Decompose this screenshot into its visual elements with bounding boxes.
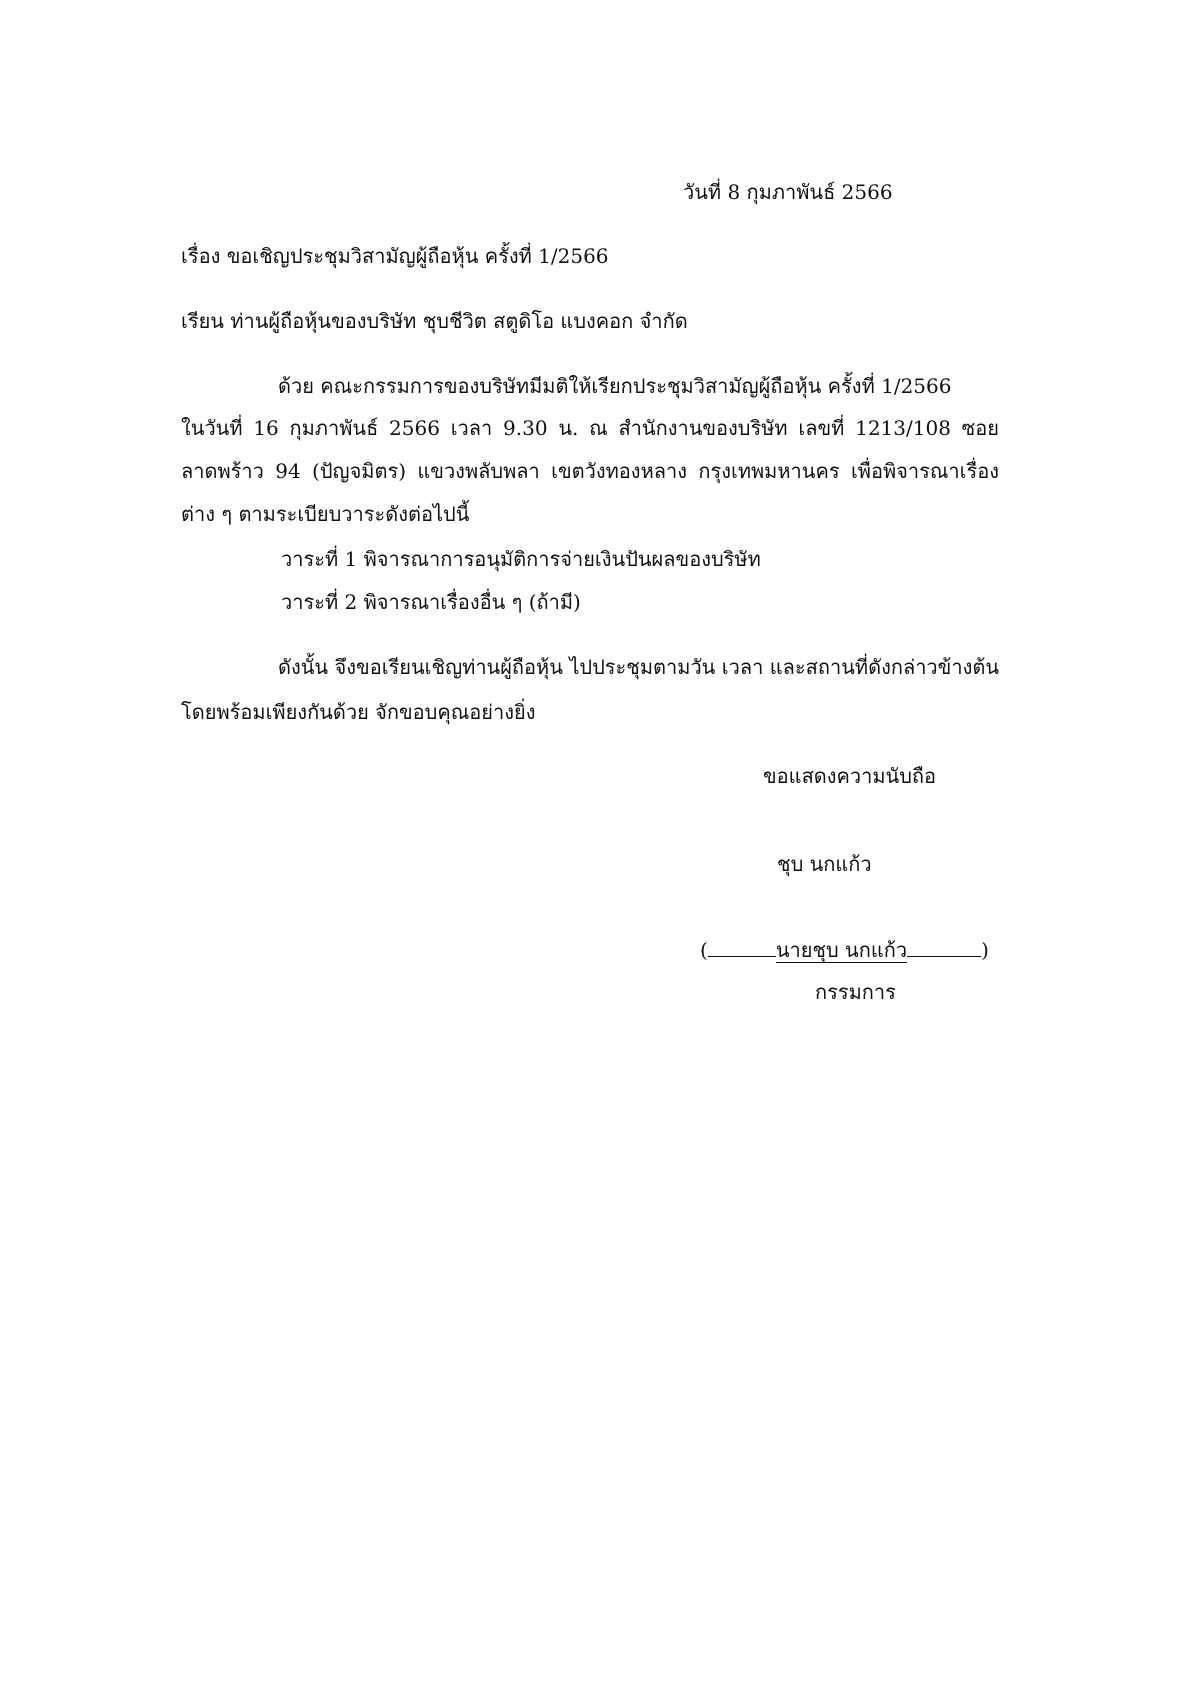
agenda-item: วาระที่ 2 พิจารณาเรื่องอื่น ๆ (ถ้ามี): [281, 590, 581, 614]
letter-recipient: เรียน ท่านผู้ถือหุ้นของบริษัท ชุบชีวิต สตูดิโอ แบงคอก จำกัด: [181, 309, 688, 333]
paren-open: (: [700, 938, 708, 962]
agenda-item: วาระที่ 1 พิจารณาการอนุมัติการจ่ายเงินปันผลของบริษัท: [281, 547, 761, 571]
letter-subject: เรื่อง ขอเชิญประชุมวิสามัญผู้ถือหุ้น ครั้งที่ 1/2566: [181, 244, 609, 268]
closing-line: โดยพร้อมเพียงกันด้วย จักขอบคุณอย่างยิ่ง: [181, 700, 536, 724]
body-line: ต่าง ๆ ตามระเบียบวาระดังต่อไปนี้: [181, 502, 470, 526]
signature: ชุบ นกแก้ว: [777, 852, 872, 876]
letter-date: วันที่ 8 กุมภาพันธ์ 2566: [683, 180, 893, 204]
paren-close: ): [981, 938, 989, 962]
closing-line: ดังนั้น จึงขอเรียนเชิญท่านผู้ถือหุ้น ไปประชุมตามวัน เวลา และสถานที่ดังกล่าวข้างต้น: [278, 655, 999, 679]
signature-underline-left: [708, 936, 776, 957]
body-line: ด้วย คณะกรรมการของบริษัทมีมติให้เรียกประชุมวิสามัญผู้ถือหุ้น ครั้งที่ 1/2566: [278, 374, 952, 398]
printed-name-block: [700, 936, 989, 964]
printed-name: นายชุบ นกแก้ว: [775, 938, 908, 962]
signature-underline-right: [907, 936, 981, 957]
body-line: ลาดพร้าว 94 (ปัญจมิตร) แขวงพลับพลา เขตวังทองหลาง กรุงเทพมหานคร เพื่อพิจารณาเรื่อง: [181, 459, 999, 483]
signer-position: กรรมการ: [815, 980, 896, 1004]
regards-text: ขอแสดงความนับถือ: [763, 764, 937, 788]
body-line: ในวันที่ 16 กุมภาพันธ์ 2566 เวลา 9.30 น. ณ สำนักงานของบริษัท เลขที่ 1213/108 ซอย: [181, 416, 999, 440]
